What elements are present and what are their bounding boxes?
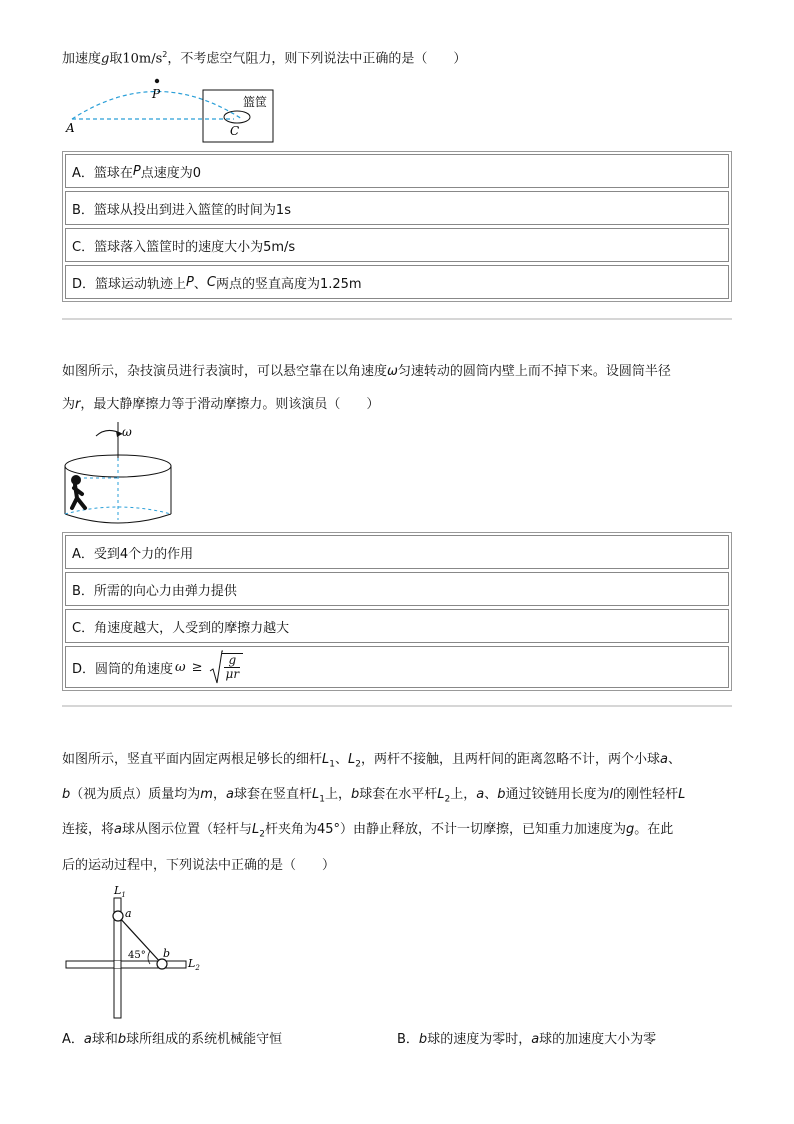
sqrt-icon <box>209 649 223 685</box>
q3-option-a[interactable]: A．a球和b球所组成的系统机械能守恒 <box>62 1032 283 1047</box>
q1-option-b[interactable]: B．篮球从投出到进入篮筐的时间为1s <box>65 191 729 225</box>
separator <box>62 318 732 320</box>
q2-stem-line1: 如图所示，杂技演员进行表演时，可以悬空靠在以角速度ω匀速转动的圆筒内壁上而不掉下来。设圆筒半径 <box>62 364 671 379</box>
q1-option-c[interactable]: C．篮球落入篮筐时的速度大小为5m/s <box>65 228 729 262</box>
q2-stem-line2: 为r，最大静摩擦力等于滑动摩擦力。则该演员（ ） <box>62 397 380 412</box>
q2-option-c[interactable]: C．角速度越大，人受到的摩擦力越大 <box>65 609 729 643</box>
q2-option-b[interactable]: B．所需的向心力由弹力提供 <box>65 572 729 606</box>
q1-option-a[interactable]: A．篮球在 P 点速度为0 <box>65 154 729 188</box>
q2-option-d[interactable]: D．圆筒的角速度 ω ≥ $\frac{g}{\mu r}$ <box>65 646 729 688</box>
q2-option-a[interactable]: A．受到4个力的作用 <box>65 535 729 569</box>
q3-label-l1: $L_1$ <box>114 884 126 899</box>
q1-label-basket: 篮筐 <box>243 95 268 109</box>
q3-stem-line1: 如图所示，竖直平面内固定两根足够长的细杆$L_1$、$L_2$，两杆不接触，且两杆间的距离忽略不计，两个小球a、 <box>62 752 681 770</box>
separator <box>62 705 732 707</box>
q1-label-a: A <box>66 121 75 135</box>
q3-stem-line3: 连接，将a球从图示位置（轻杆与$L_2$杆夹角为45°）由静止释放，不计一切摩擦，已知重力加速度为g。在此 <box>62 822 674 840</box>
q2-cylinder-figure <box>62 420 182 528</box>
q1-option-d[interactable]: D．篮球运动轨迹上 P 、 C 两点的竖直高度为1.25m <box>65 265 729 299</box>
q1-label-p: P <box>152 87 161 101</box>
q1-basketball-figure <box>62 74 282 146</box>
q1-label-c: C <box>230 124 240 138</box>
sqrt-fraction: $\frac{g}{\mu r}$ <box>222 653 244 681</box>
q3-option-b[interactable]: B．b球的速度为零时，a球的加速度大小为零 <box>397 1032 657 1047</box>
q3-label-b: b <box>163 947 171 960</box>
q1-options <box>62 151 732 302</box>
q2-label-omega: ω <box>122 425 132 439</box>
q1-stem: 加速度g取$10m/s^2$，不考虑空气阻力，则下列说法中正确的是（ ） <box>62 50 467 67</box>
q3-stem-line2: b（视为质点）质量均为m，a球套在竖直杆$L_1$上，b球套在水平杆$L_2$上，a、b通过铰链用长度为l的刚性轻杆L <box>62 787 686 805</box>
q3-label-a: a <box>125 907 132 920</box>
q3-label-l2: $L_2$ <box>188 957 200 972</box>
q3-label-angle: 45° <box>128 950 146 961</box>
q2-options <box>62 532 732 691</box>
q3-rods-figure <box>62 882 222 1022</box>
q3-stem-line4: 后的运动过程中，下列说法中正确的是（ ） <box>62 858 336 873</box>
